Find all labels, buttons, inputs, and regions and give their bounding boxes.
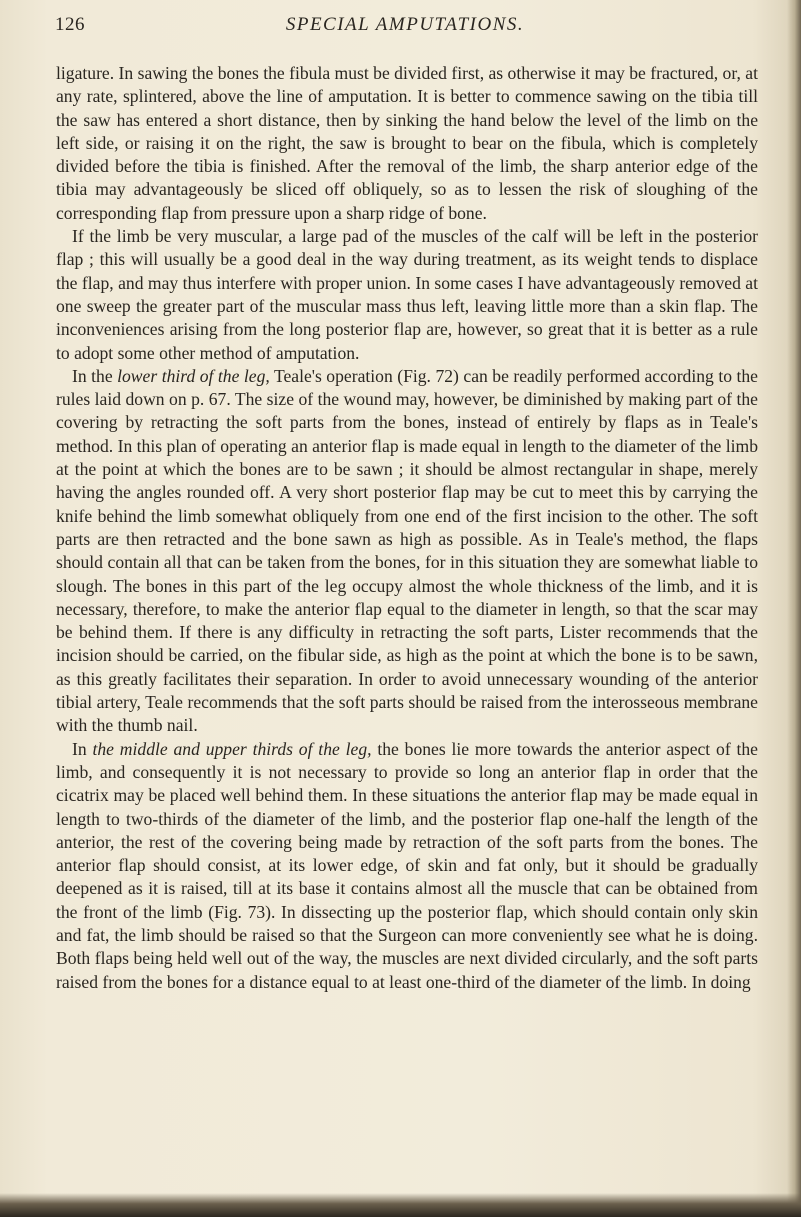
- paragraph-2: [56, 225, 758, 365]
- paragraph-2-text: If the limb be very muscular, a large pad of the muscles of the calf will be left in the posterior flap ; this will usually be a good deal in the way during treatment, as its weight tends to displace the flap, and may thus interfere with proper union. In some cases I have advantageously removed at one sweep the greater part of the muscular mass thus left, leaving little more than a skin flap. The inconveniences arising from the long posterior flap are, however, so great that it is better as a rule to adopt some other method of amputation.: [56, 226, 758, 363]
- paragraph-4: [56, 738, 758, 994]
- paragraph-4-text: the bones lie more towards the anterior aspect of the limb, and consequently it is not necessary to provide so long an anterior flap in order that the cicatrix may be placed well behind them. In these situations the anterior flap may be made equal in length to two-thirds of the diameter of the limb, and the posterior flap one-half the length of the anterior, the rest of the covering being made by retraction of the soft parts from the bones. The anterior flap should consist, at its lower edge, of skin and fat only, but it should be gradually deepened as it is raised, till at its base it contains almost all the muscle that can be obtained from the front of the limb (Fig. 73). In dissecting up the posterior flap, which should contain only skin and fat, the limb should be raised so that the Surgeon can more conveniently see what he is doing. Both flaps being held well out of the way, the muscles are next divided circularly, and the soft parts raised from the bones for a distance equal to at least one-third of the diameter of the limb. In doing: [56, 738, 758, 992]
- paragraph-4-emphasis: the middle and upper thirds of the leg,: [92, 738, 372, 759]
- paragraph-1: [56, 62, 758, 225]
- paragraph-1-text: ligature. In sawing the bones the fibula must be divided first, as otherwise it may be fractured, or, at any rate, splintered, above the line of amputation. It is better to commence sawing on the tibia till the saw has entered a short distance, then by sinking the hand below the level of the limb on the left side, or raising it on the right, the saw is brought to bear on the fibula, which is completely divided before the tibia is finished. After the removal of the limb, the sharp anterior edge of the tibia may advantageously be sliced off obliquely, so as to lessen the risk of sloughing of the corresponding flap from pressure upon a sharp ridge of bone.: [56, 63, 758, 223]
- running-title: SPECIAL AMPUTATIONS.: [285, 14, 525, 35]
- paragraph-4-lead: In: [72, 738, 93, 759]
- paragraph-3-emphasis: lower third of the leg,: [117, 365, 270, 386]
- paragraph-3: [56, 365, 758, 738]
- page-edge-shadow: [787, 0, 801, 1217]
- paragraph-3-text: Teale's operation (Fig. 72) can be readily performed according to the rules laid down on p. 67. The size of the wound may, however, be diminished by making part of the covering by retracting the soft parts from the bones, instead of entirely by flaps as in Teale's method. In this plan of operating an anterior flap is made equal in length to the diameter of the limb at the point at which the bones are to be sawn ; it should be almost rectangular in shape, merely having the angles rounded off. A very short posterior flap may be cut to meet this by carrying the knife behind the limb somewhat obliquely from one end of the first incision to the other. The soft parts are then retracted and the bone sawn as high as possible. As in Teale's method, the flaps should contain all that can be taken from the bones, for in this situation they are somewhat liable to slough. The bones in this part of the leg occupy almost the whole thickness of the limb, and it is necessary, therefore, to make the anterior flap equal to the diameter in length, so that the scar may be behind them. If there is any difficulty in retracting the soft parts, Lister recommends that the incision should be carried, on the fibular side, as high as the point at which the bone is to be sawn, as this greatly facilitates their separation. In order to avoid unnecessary wounding of the anterior tibial artery, Teale recommends that the soft parts should be raised from the interosseous membrane with the thumb nail.: [56, 365, 758, 736]
- page-number: 126: [55, 14, 85, 35]
- page-bottom-shadow: [0, 1193, 801, 1217]
- body-text: [56, 62, 758, 994]
- paragraph-3-lead: In the: [72, 365, 118, 386]
- page-header: [55, 14, 755, 44]
